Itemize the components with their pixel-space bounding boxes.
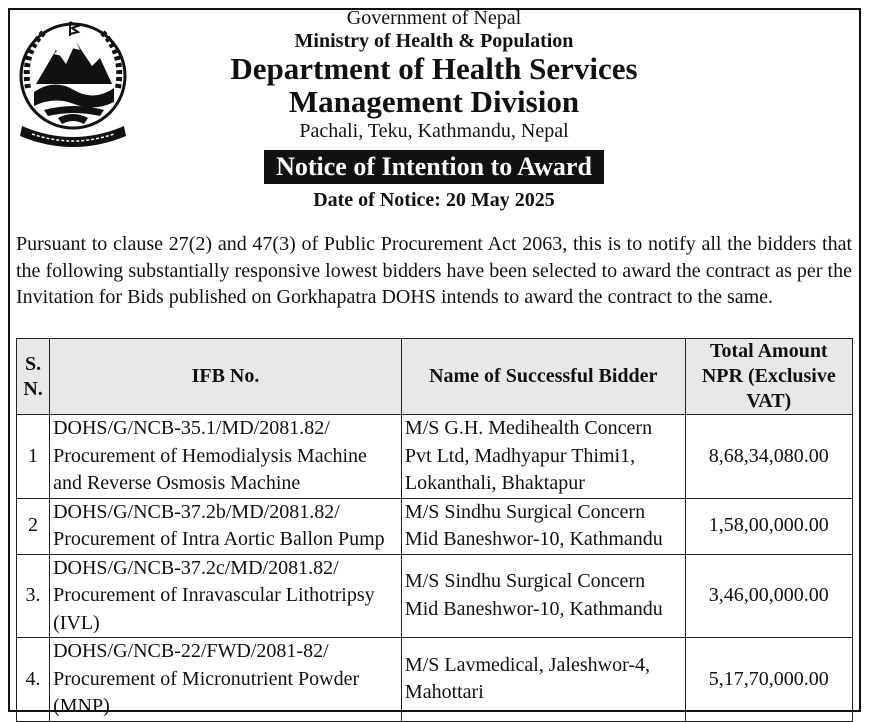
table-row [17, 498, 853, 554]
ifb-description: Procurement of Inravascular Lithotripsy (IVL) [53, 584, 375, 634]
row-sn: 1 [17, 415, 50, 499]
ifb-number: DOHS/G/NCB-35.1/MD/2081.82/ [53, 417, 330, 439]
table-row [17, 415, 853, 499]
ifb-number: DOHS/G/NCB-37.2c/MD/2081.82/ [53, 556, 339, 579]
table-row [17, 638, 853, 722]
ifb-description: Procurement of Hemodialysis Machine and Reverse Osmosis Machine [53, 444, 367, 494]
row-bidder: M/S Sindhu Surgical Concern Mid Baneshwor-10, Kathmandu [401, 498, 685, 554]
awards-table [16, 338, 853, 722]
row-sn: 4. [17, 638, 50, 722]
ifb-description: Procurement of Micronutrient Powder (MNP) [53, 667, 360, 717]
table-row [17, 554, 853, 638]
ifb-description: Procurement of Intra Aortic Ballon Pump [53, 528, 385, 550]
row-bidder: M/S Lavmedical, Jaleshwor-4, Mahottari [401, 638, 685, 722]
header [0, 6, 868, 214]
table-header-row [17, 339, 853, 415]
row-sn: 2 [17, 498, 50, 554]
address: Pachali, Teku, Kathmandu, Nepal [299, 120, 569, 142]
header-sn: S. N. [17, 339, 50, 415]
row-ifb [50, 554, 402, 638]
ministry-name: Ministry of Health & Population [294, 30, 574, 52]
row-amount: 1,58,00,000.00 [685, 498, 852, 554]
row-sn: 3. [17, 554, 50, 638]
ifb-number: DOHS/G/NCB-37.2b/MD/2081.82/ [53, 500, 340, 523]
row-amount: 5,17,70,000.00 [685, 638, 852, 722]
notice-date: Date of Notice: 20 May 2025 [313, 189, 555, 211]
row-ifb [50, 498, 402, 554]
department-name: Department of Health Services [230, 51, 638, 86]
government-name: Government of Nepal [346, 7, 522, 29]
row-amount: 3,46,00,000.00 [685, 554, 852, 638]
header-amount: Total Amount NPR (Exclusive VAT) [685, 339, 852, 415]
row-bidder: M/S G.H. Medihealth Concern Pvt Ltd, Madhyapur Thimi1, Lokanthali, Bhaktapur [401, 415, 685, 499]
row-bidder: M/S Sindhu Surgical Concern Mid Baneshwor-10, Kathmandu [401, 554, 685, 638]
header-ifb: IFB No. [50, 339, 402, 415]
notice-body: Pursuant to clause 27(2) and 47(3) of Public Procurement Act 2063, this is to notify all the bidders that the following substantially responsive lowest bidders have been selected to award the contract as per the Invitation for Bids published on Gorkhapatra DOHS intends to award the contract to the same. [16, 233, 852, 308]
division-name: Management Division [288, 84, 580, 119]
row-amount: 8,68,34,080.00 [685, 415, 852, 499]
header-bidder: Name of Successful Bidder [401, 339, 685, 415]
ifb-number: DOHS/G/NCB-22/FWD/2081-82/ [53, 640, 329, 662]
notice-title: Notice of Intention to Award [264, 150, 604, 184]
row-ifb [50, 415, 402, 499]
row-ifb [50, 638, 402, 722]
